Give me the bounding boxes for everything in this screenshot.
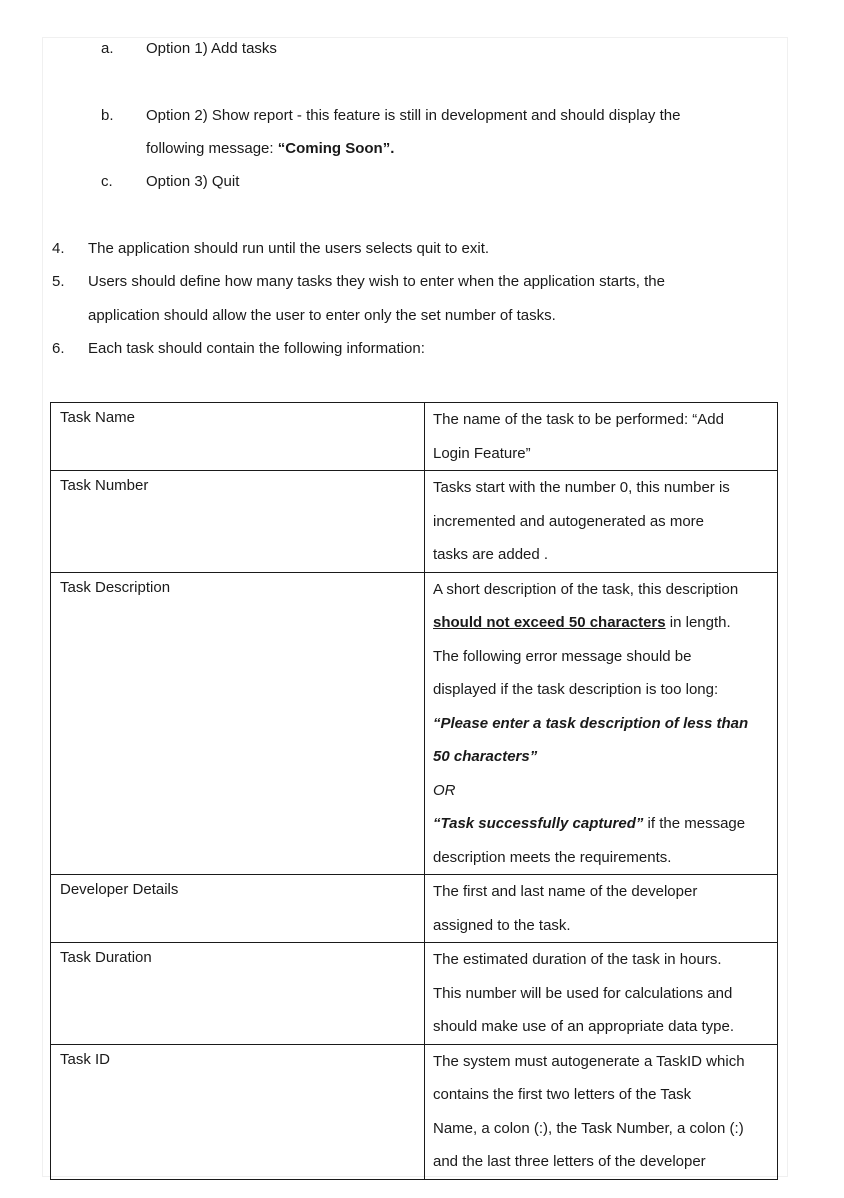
table-row-task-description (51, 572, 778, 875)
description-line: contains the first two letters of the Task (433, 1086, 692, 1103)
list-marker-a: a. (101, 40, 114, 57)
field-description-cell (425, 471, 778, 573)
field-label: Task Description (60, 578, 171, 596)
table-row-task-id (51, 1044, 778, 1179)
field-description-cell (425, 1044, 778, 1179)
option-2-prefix: following message: (146, 140, 278, 157)
list-number-4: 4. (52, 240, 65, 257)
table-row-developer-details (51, 875, 778, 943)
option-2-text-continued (146, 140, 394, 157)
description-line: Tasks start with the number 0, this number is (433, 479, 730, 496)
requirement-4-text: The application should run until the users selects quit to exit. (88, 240, 490, 257)
field-name-cell (51, 875, 425, 943)
field-name-cell (51, 403, 425, 471)
description-line (433, 807, 773, 841)
description-line: incremented and autogenerated as more (433, 512, 705, 530)
table-row-task-name (51, 403, 778, 471)
field-label: Task Duration (60, 949, 152, 966)
list-number-5: 5. (52, 273, 65, 290)
coming-soon-message: “Coming Soon”. (277, 140, 395, 157)
error-message-line: “Please enter a task description of less than (433, 714, 749, 732)
description-line: and the last three letters of the developer (433, 1153, 706, 1170)
field-label: Developer Details (60, 881, 179, 898)
character-limit-emphasis: should not exceed 50 characters (433, 614, 666, 631)
description-line: The system must autogenerate a TaskID which (433, 1052, 745, 1070)
list-number-6: 6. (52, 340, 65, 357)
field-name-cell (51, 471, 425, 573)
description-line: The following error message should be (433, 647, 692, 665)
or-separator: OR (433, 781, 456, 799)
field-label: Task ID (60, 1050, 111, 1068)
description-line-rest: if the message (643, 815, 746, 832)
field-description-cell (425, 943, 778, 1045)
field-name-cell (51, 1044, 425, 1179)
field-description-cell (425, 572, 778, 875)
description-line: The estimated duration of the task in hours. (433, 951, 722, 968)
table-row-task-number (51, 471, 778, 573)
requirement-6-text: Each task should contain the following information: (88, 340, 425, 357)
table-row-task-duration (51, 943, 778, 1045)
description-line: assigned to the task. (433, 916, 571, 934)
description-line: This number will be used for calculations and (433, 984, 733, 1002)
field-description-cell (425, 875, 778, 943)
description-line-rest: in length. (665, 614, 731, 631)
task-fields-table (50, 402, 778, 1180)
field-label: Task Name (60, 409, 136, 426)
field-name-cell (51, 943, 425, 1045)
description-line: The first and last name of the developer (433, 883, 698, 900)
description-line: should make use of an appropriate data type. (433, 1018, 735, 1035)
success-message: “Task successfully captured” (433, 815, 644, 832)
option-1-text: Option 1) Add tasks (146, 40, 277, 57)
list-marker-b: b. (101, 107, 114, 124)
description-line: The name of the task to be performed: “Add (433, 411, 724, 428)
description-line: Name, a colon (:), the Task Number, a colon (:) (433, 1119, 744, 1137)
description-line: A short description of the task, this description (433, 580, 739, 598)
list-marker-c: c. (101, 173, 113, 190)
description-line: Login Feature” (433, 444, 531, 462)
field-name-cell (51, 572, 425, 875)
description-line: description meets the requirements. (433, 848, 672, 866)
description-line (433, 606, 773, 640)
requirement-5-text: Users should define how many tasks they wish to enter when the application starts, the (88, 273, 665, 290)
field-label: Task Number (60, 477, 149, 494)
option-3-text: Option 3) Quit (146, 173, 240, 190)
error-message-line: 50 characters” (433, 748, 538, 765)
requirement-5-text-continued: application should allow the user to enter only the set number of tasks. (88, 307, 556, 324)
description-line: tasks are added . (433, 546, 549, 563)
description-line: displayed if the task description is too long: (433, 681, 719, 698)
option-2-text: Option 2) Show report - this feature is still in development and should display the (146, 107, 681, 124)
field-description-cell (425, 403, 778, 471)
